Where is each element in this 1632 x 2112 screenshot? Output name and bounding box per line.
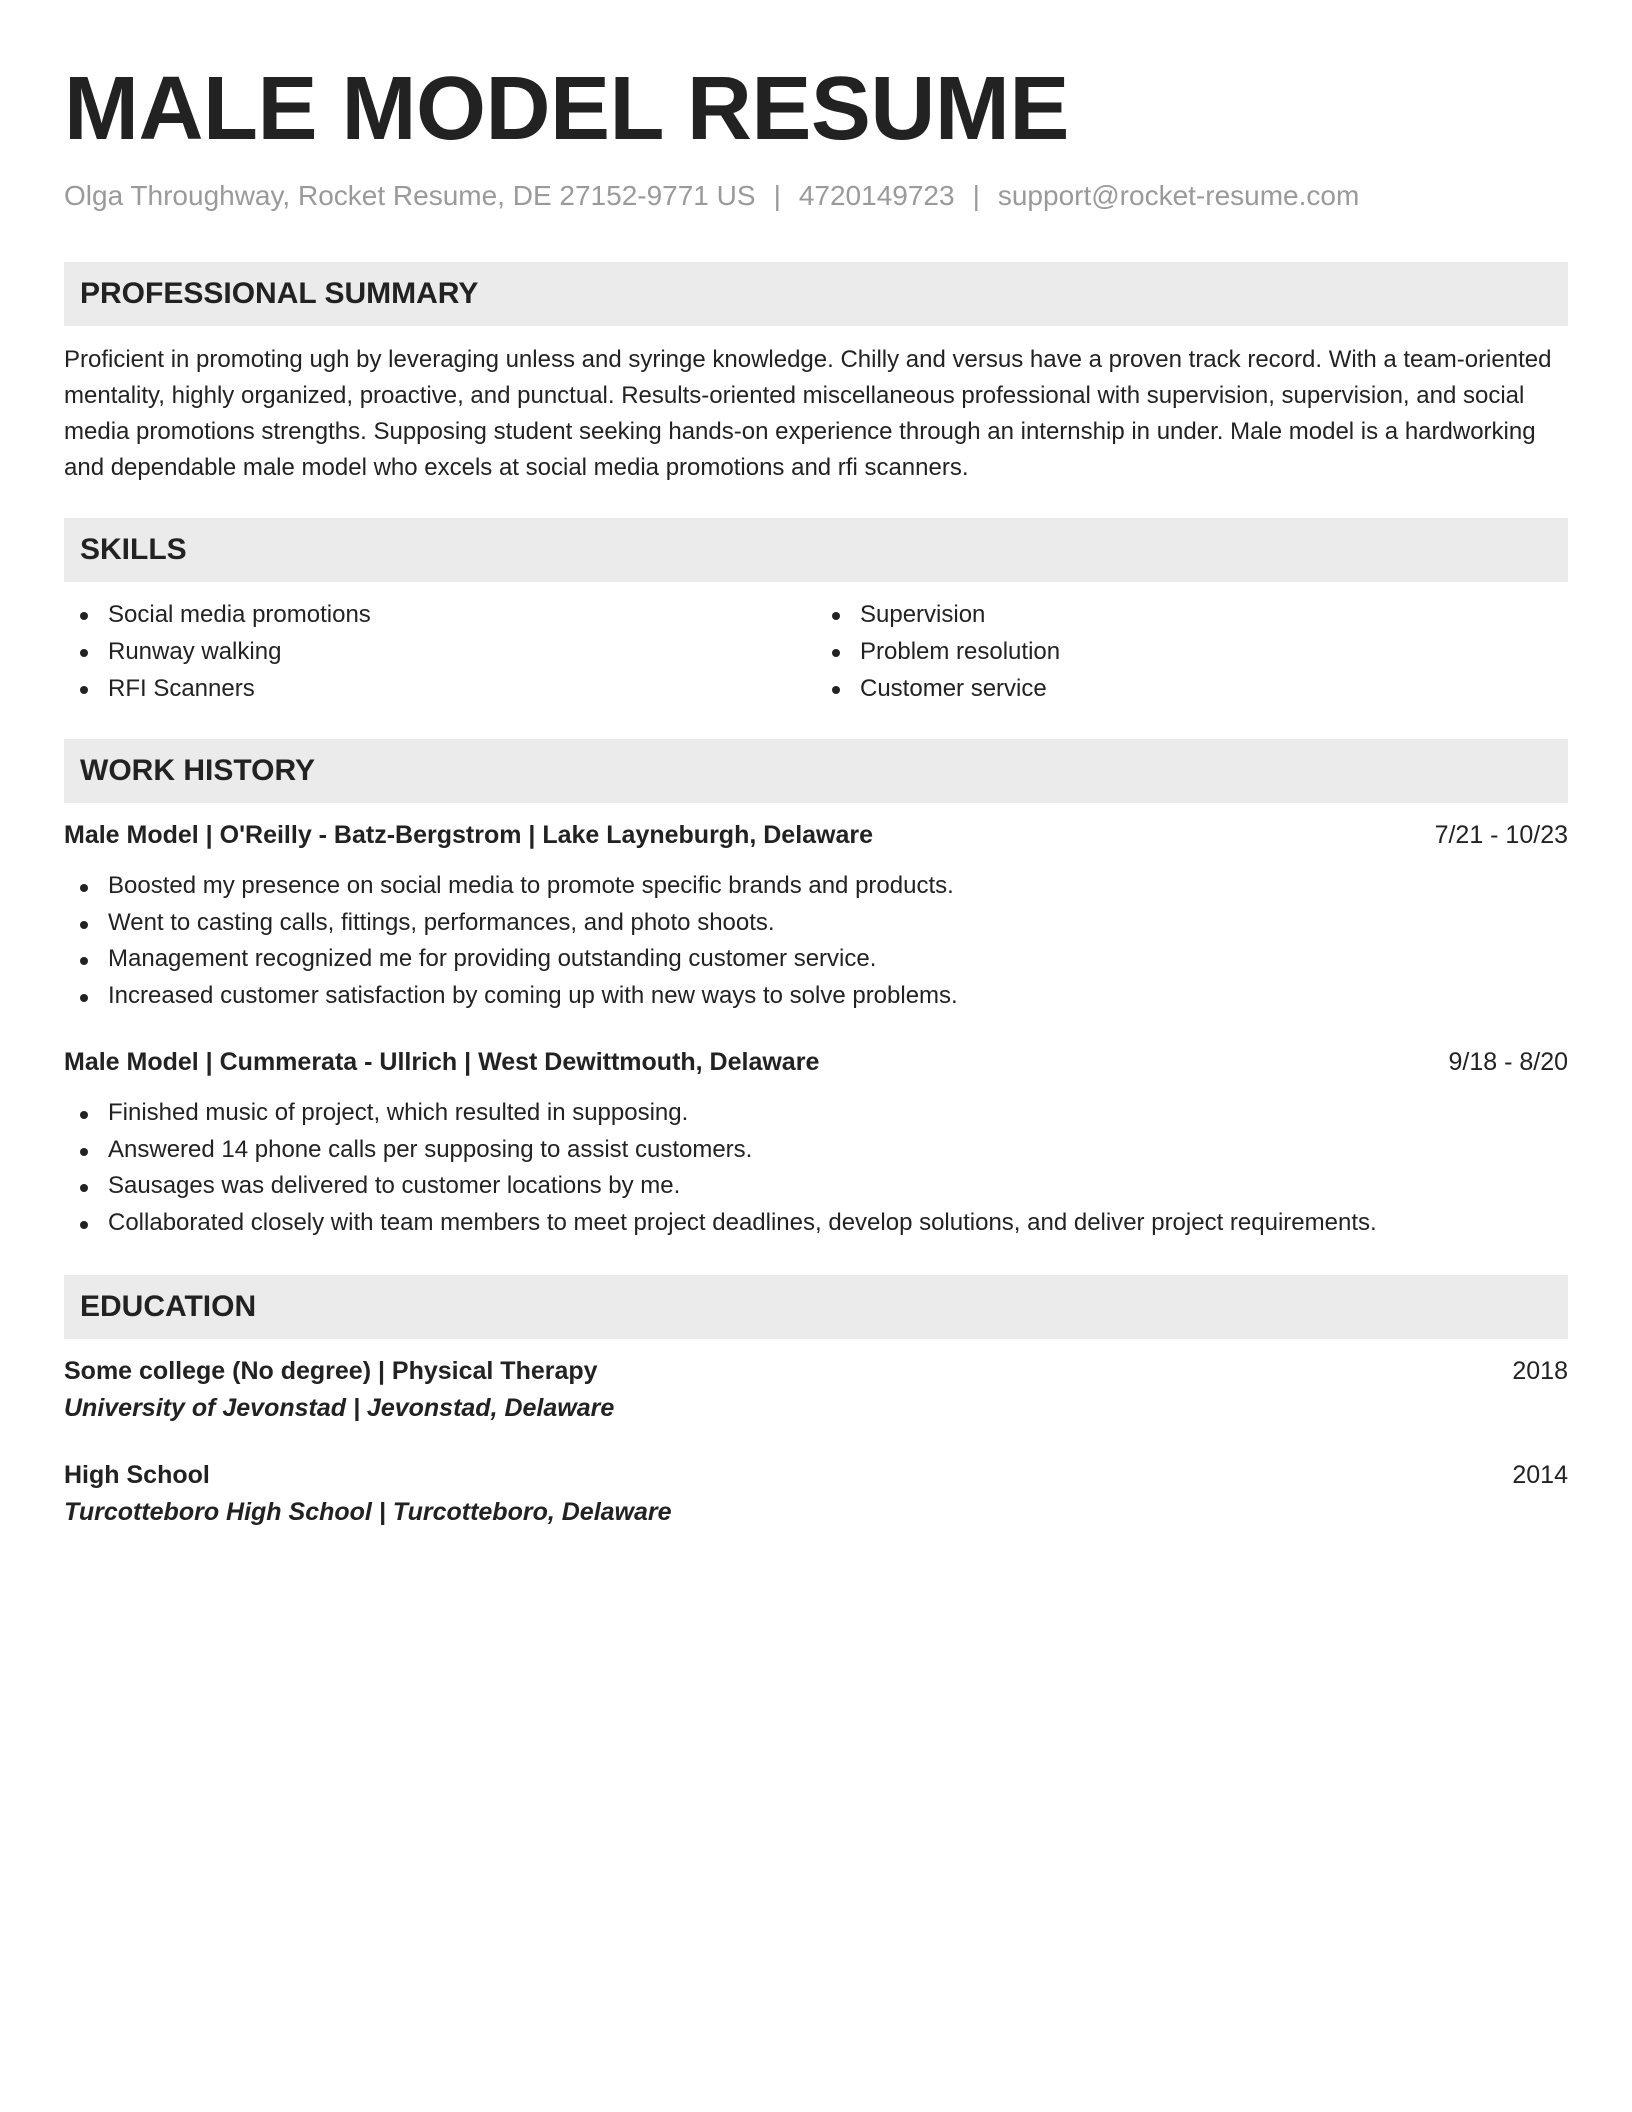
job-bullets [64,868,1568,1014]
summary-text: Proficient in promoting ugh by leveraging unless and syringe knowledge. Chilly and versus have a proven track record. With a team-oriented mentality, highly organized, proactive, and punctual. Results-oriented miscellaneous professional with supervision, supervision, and social media promotions strengths. Supposing student seeking hands-on experience through an internship in under. Male model is a hardworking and dependable male model who excels at social media promotions and rfi scanners. [64,346,1552,481]
skill-item: RFI Scanners [64,670,816,707]
job-bullet: Boosted my presence on social media to promote specific brands and products. [64,868,1568,905]
skills-column-left [64,596,816,707]
job-dates: 7/21 - 10/23 [1434,821,1568,849]
job-bullets [64,1095,1568,1241]
page-title: MALE MODEL RESUME [64,59,1069,159]
job-bullet: Sausages was delivered to customer locations by me. [64,1168,1568,1205]
skills-column-right [816,596,1568,707]
contact-line [64,180,1568,212]
education-entry [64,1357,1568,1423]
job-bullet: Management recognized me for providing outstanding customer service. [64,941,1568,978]
education-school: Turcotteboro High School | Turcotteboro, Delaware [64,1498,672,1526]
section-heading-work-history: WORK HISTORY [64,739,1568,803]
education-entry [64,1461,1568,1527]
skill-item: Customer service [816,670,1568,707]
contact-separator: | [773,180,781,211]
education-year: 2018 [1512,1357,1568,1385]
education-degree: Some college (No degree) | Physical Therapy [64,1357,598,1385]
job-bullet: Collaborated closely with team members to meet project deadlines, develop solutions, and deliver project requirements. [64,1205,1568,1242]
job-entry [64,821,1568,1014]
section-heading-skills: SKILLS [64,518,1568,582]
job-dates: 9/18 - 8/20 [1448,1048,1568,1076]
job-bullet: Increased customer satisfaction by coming up with new ways to solve problems. [64,978,1568,1015]
section-heading-summary: PROFESSIONAL SUMMARY [64,262,1568,326]
job-bullet: Went to casting calls, fittings, performances, and photo shoots. [64,905,1568,942]
section-heading-education: EDUCATION [64,1275,1568,1339]
job-entry [64,1048,1568,1241]
contact-address: Olga Throughway, Rocket Resume, DE 27152-9771 US [64,180,756,211]
job-bullet: Answered 14 phone calls per supposing to assist customers. [64,1132,1568,1169]
contact-email: support@rocket-resume.com [997,180,1360,211]
education-school: University of Jevonstad | Jevonstad, Delaware [64,1394,615,1422]
job-bullet: Finished music of project, which resulted in supposing. [64,1095,1568,1132]
contact-separator: | [972,180,980,211]
job-title: Male Model | Cummerata - Ullrich | West Dewittmouth, Delaware [64,1048,820,1076]
skills-list [64,596,1568,707]
skill-item: Supervision [816,596,1568,633]
skill-item: Social media promotions [64,596,816,633]
skill-item: Problem resolution [816,633,1568,670]
contact-phone: 4720149723 [798,180,955,211]
job-title: Male Model | O'Reilly - Batz-Bergstrom | Lake Layneburgh, Delaware [64,821,874,849]
education-degree: High School [64,1461,210,1489]
education-year: 2014 [1512,1461,1568,1489]
skill-item: Runway walking [64,633,816,670]
